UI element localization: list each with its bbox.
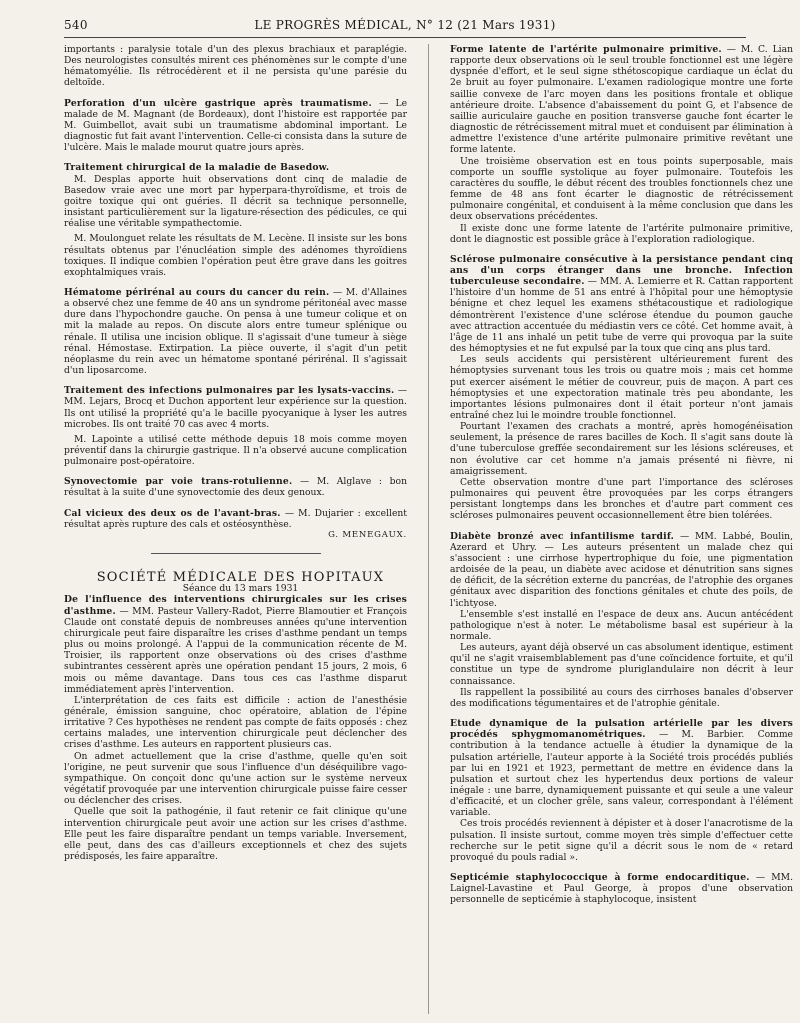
article-body: Les auteurs, ayant déjà observé un cas absolument identique, estiment qu'il ne s'agit vraisemblablement pas d'une coïncidence fortuite, et qu'il constitue un type de syndrome pluriglandulaire non décrit à leur connaissance. [450, 642, 793, 687]
section-rule [151, 553, 321, 554]
article-body: On admet actuellement que la crise d'asthme, quelle qu'en soit l'origine, ne peut survenir que sous l'influence d'un déséquilibre vago-sympathique. On conçoit donc qu'une action sur le système nerveux végétatif provoquée par une intervention chirurgicale puisse faire cesser ou déclencher des crises. [64, 750, 407, 807]
article-title: Septicémie staphylococcique à forme endocarditique. [450, 872, 750, 884]
article-pulsation [450, 718, 793, 818]
article-body: Ils rappellent la possibilité au cours des cirrhoses banales d'observer des modifications tégumentaires et de l'atrophie génitale. [450, 686, 793, 709]
article-body: Il existe donc une forme latente de l'artérite pulmonaire primitive, dont le diagnostic est possible grâce à l'exploration radiologique. [450, 222, 793, 245]
article-title: Traitement des infections pulmonaires par les lysats-vaccins. [64, 385, 395, 397]
article-body: — M. d'Allaines a observé chez une femme de 40 ans un syndrome péritonéal avec masse dure dans l'hypochondre gauche. On pensa à une tumeur colique et on mit la malade au repos. On discute alors entre tumeur splénique ou rénale. Il utilisa une incision oblique. Il s'agissait d'une tumeur à siège rénal. Hémostase. Extirpation. La pièce ouverte, il s'agit d'un petit néoplasme du rein avec un hématome spontané périrénal. Il s'agissait d'un liposarcome. [64, 286, 407, 377]
page-number: 540 [64, 18, 88, 32]
article-body: — MM. Labbé, Boulin, Azerard et Uhry. — Les auteurs présentent un malade chez qui s'associent : une cirrhose hypertrophique du foie, une pigmentation ardoisée de la peau, un diabète avec acidose et dénutrition sans signes de déficit, de la sécrétion externe du pancréas, de l'atrophie des organes génitaux avec disparition des fonctions génitales et chute des poils, de l'ichtyose. [450, 530, 793, 609]
article-body: — M. C. Lian rapporte deux observations où le seul trouble fonctionnel est une légère dyspnée d'effort, et le seul signe sthétoscopique cardiaque un éclat du 2e bruit au foyer pulmonaire. L'examen radiologique montre une forte saillie convexe de l'arc moyen dans les positions frontale et oblique antérieure droite. L'absence d'abaissement du point G, et l'absence de saillie auriculaire gauche en position transverse gauche font écarter le diagnostic de rétrécissement mitral muet et conduisent par élimination à admettre l'existence d'une artérite pulmonaire primitive revêtant une forme latente. [450, 44, 794, 156]
article-body: — MM. Lejars, Brocq et Duchon apportent leur expérience sur la question. Ils ont utilisé la propriété qu'a le bacille pyocyanique à lyser les autres microbes. Ils ont traité 70 cas avec 4 morts. [64, 385, 407, 430]
article-body: — M. Alglave : bon résultat à la suite d'une synovectomie des deux genoux. [64, 476, 407, 499]
article-body: — Le malade de M. Magnant (de Bordeaux), dont l'histoire est rapportée par M. Guimbellot, avait subi un traumatisme abdominal important. Le diagnostic fut fait avant l'intervention. Celle-ci consista dans la suture de l'ulcère. Mais le malade mourut quatre jours après. [64, 97, 408, 154]
article-title: Sclérose pulmonaire consécutive à la persistance pendant cinq ans d'un corps étranger dans une bronche. Infection tuberculeuse secondaire. [450, 253, 793, 288]
article-body: Pourtant l'examen des crachats a montré, après homogénéisation seulement, la présence de rares bacilles de Koch. Il s'agit sans doute là d'une tuberculose greffée secondairement sur les lésions scléreuses, et non évolutive car cet homme n'a jamais présenté ni fièvre, ni amaigrissement. [450, 421, 793, 477]
article-body: Ces trois procédés reviennent à dépister et à doser l'anacrotisme de la pulsation. Il insiste surtout, comme moyen très simple d'effectuer cette recherche sur le petit signe qu'il a décrit sous le nom de « retard provoqué du pouls radial ». [450, 818, 793, 863]
article-asthme [64, 594, 407, 694]
article-body: — M. Barbier. Comme contribution à la tendance actuelle à étudier la dynamique de la pulsation artérielle, l'auteur apporte à la Société trois procédés publiés par lui en 1921 et 1923, permettant de mettre en évidence dans la pulsation et surtout chez les hypertendus deux portions de valeur inégale : une barre, dynamiquement puissante et qui seule a une valeur d'efficacité, et un clocher grêle, sans valeur, correspondant à l'élément variable. [450, 729, 793, 819]
article-septicemie [450, 872, 793, 905]
column-divider [428, 44, 429, 1014]
article-body: M. Moulonguet relate les résultats de M. Lecène. Il insiste sur les bons résultats obtenus par l'énucléation simple des adénomes thyroïdiens toxiques. Il indique combien l'opération peut être grave dans les goitres exophtalmiques vrais. [64, 233, 407, 278]
right-column [450, 44, 793, 906]
running-head [64, 16, 746, 36]
article-diabete [450, 531, 793, 609]
article-body: Quelle que soit la pathogénie, il faut retenir ce fait clinique qu'une intervention chirurgicale peut avoir une action sur les crises d'asthme. Elle peut les faire disparaître pendant un temps variable. Inversement, elle peut, dans des cas d'ailleurs exceptionnels et chez des sujets prédisposés, les faire apparaître. [64, 806, 407, 862]
article-body: M. Lapointe a utilisé cette méthode depuis 18 mois comme moyen préventif dans la chirurgie gastrique. Il n'a observé aucune complication pulmonaire post-opératoire. [64, 433, 407, 468]
article-perforation [64, 98, 407, 154]
article-title: Etude dynamique de la pulsation artérielle par les divers procédés sphygmomanométriques. [450, 718, 793, 741]
article-title: Hématome périrénal au cours du cancer du rein. [64, 286, 330, 298]
article-cal-vicieux [64, 508, 407, 530]
session-date: Séance du 13 mars 1931 [182, 583, 299, 595]
article-title: Traitement chirurgical de la maladie de Basedow. [64, 162, 330, 174]
left-column [64, 44, 407, 862]
article-title: Perforation d'un ulcère gastrique après traumatisme. [64, 97, 372, 109]
article-arterite [450, 44, 793, 156]
article-basedow-title [64, 162, 407, 173]
article-body: M. Desplas apporte huit observations dont cinq de maladie de Basedow vraie avec une mort par hyperpara-thyroïdisme, et trois de goitre toxique qui ont guéries. Il décrit sa technique personnelle, insistant particulièrement sur la ligature-résection des pédicules, ce qui réalise une véritable sympathectomie. [64, 173, 407, 230]
article-body: L'ensemble s'est installé en l'espace de deux ans. Aucun antécédent pathologique n'est à noter. Le métabolisme basal est supérieur à la normale. [450, 608, 793, 642]
article-body: — MM. Laignel-Lavastine et Paul George, à propos d'une observation personnelle de septicémie à staphylocoque, insistent [450, 872, 794, 906]
journal-title-line: LE PROGRÈS MÉDICAL, N° 12 (21 Mars 1931) [254, 18, 556, 32]
author-signature: G. MENEGAUX. [328, 529, 407, 540]
section-heading: SOCIÉTÉ MÉDICALE DES HOPITAUX [96, 570, 385, 586]
article-title: Cal vicieux des deux os de l'avant-bras. [64, 507, 281, 519]
article-synovectomie [64, 476, 407, 498]
article-body: Cette observation montre d'une part l'importance des scléroses pulmonaires qui peuvent être provoquées par les corps étrangers persistant longtemps dans les bronches et d'autre part comment ces scléroses pulmonaires peuvent occasionnellement être bien tolérées. [450, 476, 793, 522]
article-sclerose [450, 254, 793, 354]
article-body: L'interprétation de ces faits est difficile : action de l'anesthésie générale, émission sanguine, choc opératoire, ablation de l'épine irritative ? Ces hypothèses ne rendent pas compte de faits opposés : chez certains malades, une intervention chirurgicale peut déclencher des crises d'asthme. Les auteurs en rapportent plusieurs cas. [64, 694, 407, 751]
article-title: Diabète bronzé avec infantilisme tardif. [450, 530, 675, 542]
article-lysats [64, 385, 407, 430]
article-body: — MM. A. Lemierre et R. Cattan rapportent l'histoire d'un homme de 51 ans entré à l'hôpital pour une hémoptysie bénigne et chez lequel les examens sthétacoustique et radiologique démontrèrent l'existence d'une sclérose étendue du poumon gauche avec attraction accentuée du médiastin vers ce côté. Cet homme avait, à l'âge de 11 ans inhalé un petit tube de verre qui provoqua par la suite des hémoptysies et ne fut expulsé par la toux que cinq ans plus tard. [450, 276, 793, 355]
article-title: De l'influence des interventions chirurgicales sur les crises d'asthme. [64, 594, 407, 617]
continued-paragraph: importants : paralysie totale d'un des plexus brachiaux et paraplégie. Des neurologistes consultés mirent ces phénomènes sur le compte d'une hématomyélie. Ils rétrocédèrent et il ne persista qu'une parésie du deltoïde. [64, 44, 407, 89]
article-title: Synovectomie par voie trans-rotulienne. [64, 476, 293, 488]
article-body: Les seuls accidents qui persistèrent ultérieurement furent des hémoptysies survenant tous les trois ou quatre mois ; mais cet homme put exercer aisément le métier de couvreur, puis de maçon. A part ces hémoptysies et une expectoration matinale très peu abondante, les importantes lésions pulmonaires dont il était porteur n'ont jamais entraîné chez lui le moindre trouble fonctionnel. [450, 354, 793, 421]
article-title: Forme latente de l'artérite pulmonaire primitive. [450, 44, 722, 55]
article-hematome [64, 287, 407, 376]
article-body: Une troisième observation est en tous points superposable, mais comporte un souffle systolique au foyer pulmonaire. Toutefois les caractères du souffle, le début récent des troubles fonctionnels chez une femme de 48 ans font écarter le diagnostic de rétrécissement pulmonaire congénital, et conduisent à la même conclusion que dans les deux observations précédentes. [450, 155, 793, 223]
article-body: — M. Dujarier : excellent résultat après rupture des cals et ostéosynthèse. [64, 507, 407, 530]
header-rule [64, 37, 746, 38]
article-body: — MM. Pasteur Vallery-Radot, Pierre Blamoutier et François Claude ont constaté depuis de nombreuses années qu'une intervention chirurgicale peut faire disparaître les crises d'asthme pendant un temps plus ou moins prolongé. A l'appui de la communication récente de M. Troisier, ils rapportent onze observations où des crises d'asthme subintrantes cessèrent après une opération pendant 15 jours, 2 mois, 6 mois ou même davantage. Dans tous ces cas l'asthme disparut immédiatement après l'intervention. [64, 605, 407, 695]
